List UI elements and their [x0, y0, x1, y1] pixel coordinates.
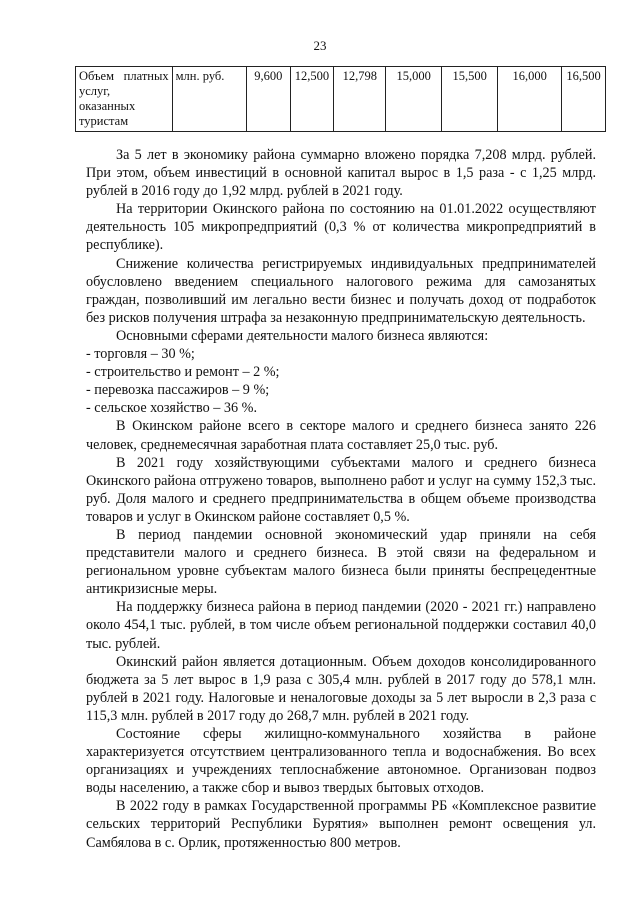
paragraph: В период пандемии основной экономический удар приняли на себя представители малого и среднего бизнеса. В этой связи на федеральном и региональном уровне субъектам малого бизнеса были приняты беспрецедентные антикризисные меры.	[86, 526, 596, 598]
paragraph: На поддержку бизнеса района в период пандемии (2020 - 2021 гг.) направлено около 454,1 тыс. рублей, в том числе объем региональной поддержки составил 40,0 тыс. рублей.	[86, 599, 596, 652]
table-cell-value: 16,000	[498, 67, 562, 132]
paragraph: Окинский район является дотационным. Объем доходов консолидированного бюджета за 5 лет вырос в 1,9 раза с 305,4 млн. рублей в 2017 году до 578,1 млн. рублей в 2021 году. Налоговые и неналоговые доходы за 5 лет выросли в 2,3 раза с 115,3 млн. рублей в 2017 году до 268,7 млн. рублей в 2021 году.	[86, 653, 596, 724]
table-cell-label: Объем платных услуг, оказанных туристам	[76, 67, 173, 132]
data-table	[75, 66, 606, 132]
paragraph: На территории Окинского района по состоянию на 01.01.2022 осуществляют деятельность 105 микропредприятий (0,3 % от количества микропредприятий в республике).	[86, 201, 596, 254]
table-cell-value: 15,500	[442, 67, 498, 132]
list-item: - сельское хозяйство – 36 %.	[86, 399, 596, 417]
body-text	[86, 146, 596, 852]
paragraph: Состояние сферы жилищно-коммунального хозяйства в районе характеризуется отсутствием централизованного тепла и водоснабжения. Во всех организациях и учреждениях теплоснабжение автономное. Организован подвоз воды населению, а также сбор и вывоз твердых бытовых отходов.	[86, 726, 596, 797]
list-item: - перевозка пассажиров – 9 %;	[86, 381, 596, 399]
paragraph: В 2021 году хозяйствующими субъектами малого и среднего бизнеса Окинского района отгружено товаров, выполнено работ и услуг на сумму 152,3 тыс. руб. Доля малого и среднего предпринимательства в общем объеме производства товаров и услуг в Окинском районе составляет 0,5 %.	[86, 454, 596, 525]
table-cell-value: 15,000	[386, 67, 442, 132]
page-number: 23	[313, 38, 327, 53]
table-cell-unit: млн. руб.	[172, 67, 246, 132]
list-item: - торговля – 30 %;	[86, 345, 596, 363]
list-item: - строительство и ремонт – 2 %;	[86, 363, 596, 381]
paragraph: Основными сферами деятельности малого бизнеса являются:	[116, 327, 489, 344]
paragraph: В Окинском районе всего в секторе малого и среднего бизнеса занято 226 человек, среднемесячная заработная плата составляет 25,0 тыс. руб.	[86, 418, 596, 453]
table-cell-value: 12,500	[290, 67, 334, 132]
table-cell-value: 12,798	[334, 67, 386, 132]
table-cell-value: 9,600	[246, 67, 290, 132]
paragraph: За 5 лет в экономику района суммарно вложено порядка 7,208 млрд. рублей. При этом, объем инвестиций в основной капитал вырос в 1,5 раза - с 1,25 млрд. рублей в 2016 году до 1,92 млрд. рублей в 2021 году.	[86, 147, 596, 200]
paragraph: В 2022 году в рамках Государственной программы РБ «Комплексное развитие сельских территорий Республики Бурятия» выполнен ремонт освещения ул. Самбялова в с. Орлик, протяженностью 800 метров.	[86, 798, 596, 851]
paragraph: Снижение количества регистрируемых индивидуальных предпринимателей обусловлено введением специального налогового режима для самозанятых граждан, позволивший им легально вести бизнес и получать доход от подработок без рисков получения штрафа за незаконную предпринимательскую деятельность.	[86, 255, 596, 326]
table-cell-value: 16,500	[562, 67, 606, 132]
table-row	[76, 67, 606, 132]
